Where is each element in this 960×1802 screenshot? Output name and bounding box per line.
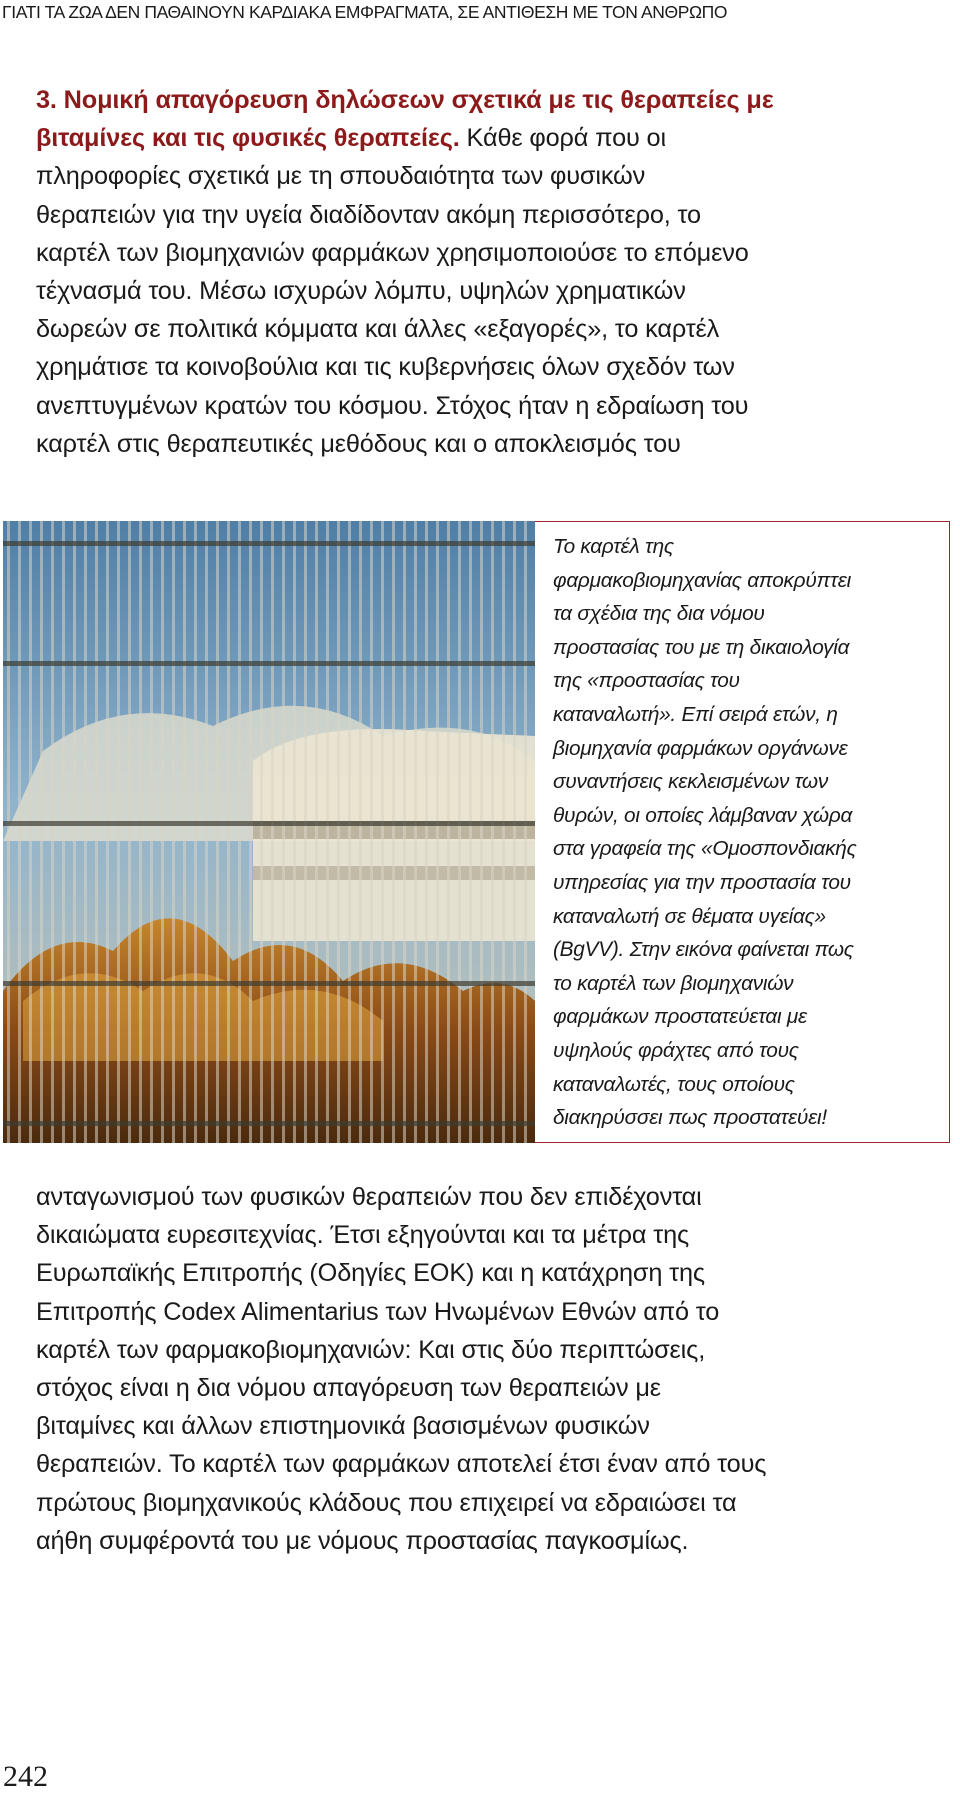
caption-line: τα σχέδια της δια νόμου xyxy=(553,602,765,626)
fence-bar xyxy=(18,521,21,1143)
caption-line: υπηρεσίας για την προστασία του xyxy=(553,870,851,894)
fence-bar xyxy=(29,521,32,1143)
section-heading-line-1: 3. Νομική απαγόρευση δηλώσεων σχετικά με τις θεραπείες με xyxy=(36,86,774,114)
caption-line: το καρτέλ των βιομηχανιών xyxy=(553,971,794,995)
caption-line: Το καρτέλ της xyxy=(553,535,674,558)
caption-line: (BgVV). Στην εικόνα φαίνεται πως xyxy=(553,938,854,962)
fence-bar xyxy=(403,521,406,1143)
running-header: ΓΙΑΤΙ ΤΑ ΖΩΑ ΔΕΝ ΠΑΘΑΙΝΟΥΝ ΚΑΡΔΙΑΚΑ ΕΜΦΡΑΓΜΑΤΑ, ΣΕ ΑΝΤΙΘΕΣΗ ΜΕ ΤΟΝ ΑΝΘΡΩΠΟ xyxy=(2,2,728,22)
fence-rail xyxy=(3,1121,535,1126)
paragraph-line: θεραπειών. Το καρτέλ των φαρμάκων αποτελεί έτσι έναν από τους xyxy=(36,1450,767,1479)
fence-bar xyxy=(84,521,87,1143)
paragraph-line: ανταγωνισμού των φυσικών θεραπειών που δεν επιδέχονται xyxy=(36,1183,702,1211)
fence-bar xyxy=(73,521,76,1143)
paragraph-line: Ευρωπαϊκής Επιτροπής (Οδηγίες ΕΟΚ) και η κατάχρηση της xyxy=(36,1259,705,1288)
fence-bar xyxy=(249,521,252,1143)
caption-line: καταναλωτή». Επί σειρά ετών, η xyxy=(553,702,838,726)
fence-bar xyxy=(359,521,362,1143)
fence-bar xyxy=(216,521,219,1143)
paragraph-line: καρτέλ στις θεραπευτικές μεθόδους και ο αποκλεισμός του xyxy=(36,429,681,458)
fence-bar xyxy=(51,521,54,1143)
paragraph-line: χρημάτισε τα κοινοβούλια και τις κυβερνήσεις όλων σχεδόν των xyxy=(36,353,735,382)
fence-bar xyxy=(491,521,494,1143)
caption-line: καταναλωτές, τους οποίους xyxy=(553,1072,795,1096)
fence-bar xyxy=(436,521,439,1143)
caption-line: καταναλωτή σε θέματα υγείας» xyxy=(553,904,826,928)
fence-bar xyxy=(227,521,230,1143)
paragraph-line: ανεπτυγμένων κρατών του κόσμου. Στόχος ήταν η εδραίωση του xyxy=(36,391,749,420)
fence-bar xyxy=(7,521,10,1143)
fence-bar xyxy=(480,521,483,1143)
paragraph-line: καρτέλ των βιομηχανιών φαρμάκων χρησιμοποιούσε το επόμενο xyxy=(36,238,749,267)
fence-bar xyxy=(106,521,109,1143)
fence-bar xyxy=(293,521,296,1143)
caption-line: συναντήσεις κεκλεισμένων των xyxy=(553,770,829,794)
caption-line: στα γραφεία της «Ομοσπονδιακής xyxy=(553,837,857,861)
fence-bar xyxy=(282,521,285,1143)
fence-bar xyxy=(304,521,307,1143)
paragraph-line: στόχος είναι η δια νόμου απαγόρευση των θεραπειών με xyxy=(36,1374,661,1403)
fence-bar xyxy=(117,521,120,1143)
fence-bar xyxy=(348,521,351,1143)
fence-bar xyxy=(161,521,164,1143)
paragraph-line: καρτέλ των φαρμακοβιομηχανιών: Και στις δύο περιπτώσεις, xyxy=(36,1335,706,1364)
section-heading-line-2 xyxy=(36,119,956,157)
caption-line: βιομηχανία φαρμάκων οργάνωνε xyxy=(553,736,848,760)
paragraph-line: πρώτους βιομηχανικούς κλάδους που επιχειρεί να εδραιώσει τα xyxy=(36,1488,737,1517)
fence-bar xyxy=(337,521,340,1143)
fence-bar xyxy=(150,521,153,1143)
caption-line: διακηρύσσει πως προστατεύει! xyxy=(553,1106,827,1130)
paragraph-line: Επιτροπής Codex Alimentarius των Ηνωμένων Εθνών από το xyxy=(36,1297,720,1326)
paragraph-line: αήθη συμφέροντά του με νόμους προστασίας παγκοσμίως. xyxy=(36,1526,689,1555)
fence-bar xyxy=(95,521,98,1143)
paragraph-line: θεραπειών για την υγεία διαδίδονταν ακόμη περισσότερο, το xyxy=(36,200,701,229)
figure-caption xyxy=(553,530,948,1135)
fence-photo xyxy=(3,521,535,1143)
caption-line: της «προστασίας του xyxy=(553,669,740,693)
fence-bar xyxy=(414,521,417,1143)
fence-bar xyxy=(139,521,142,1143)
fence-bar xyxy=(260,521,263,1143)
fence-rail xyxy=(3,821,535,826)
fence-bar xyxy=(458,521,461,1143)
page-number: 242 xyxy=(3,1760,48,1793)
fence-bar xyxy=(381,521,384,1143)
fence-bar xyxy=(271,521,274,1143)
fence-rail xyxy=(3,661,535,666)
fence-bar xyxy=(238,521,241,1143)
paragraph-line: βιταμίνες και άλλων επιστημονικά βασισμένων φυσικών xyxy=(36,1412,650,1441)
fence-bar xyxy=(172,521,175,1143)
caption-line: υψηλούς φράχτες από τους xyxy=(553,1038,799,1062)
fence-bar xyxy=(469,521,472,1143)
fence-bar xyxy=(447,521,450,1143)
fence-bar xyxy=(183,521,186,1143)
fence-rail xyxy=(3,541,535,546)
caption-line: προστασίας του με τη δικαιολογία xyxy=(553,635,850,659)
caption-line: φαρμακοβιομηχανίας αποκρύπτει xyxy=(553,568,851,592)
paragraph-line: δωρεών σε πολιτικά κόμματα και άλλες «εξαγορές», το καρτέλ xyxy=(36,315,720,344)
fence-bar xyxy=(524,521,527,1143)
fence-bar xyxy=(40,521,43,1143)
paragraph-line: δικαιώματα ευρεσιτεχνίας. Έτσι εξηγούνται και τα μέτρα της xyxy=(36,1221,690,1250)
section-heading-end: βιταμίνες και τις φυσικές θεραπείες. xyxy=(36,124,460,153)
fence-bar xyxy=(205,521,208,1143)
fence-bar xyxy=(128,521,131,1143)
caption-line: φαρμάκων προστατεύεται με xyxy=(553,1005,807,1029)
fence-bar xyxy=(502,521,505,1143)
bottom-paragraph xyxy=(36,1178,956,1560)
fence-rail xyxy=(3,981,535,986)
paragraph-line: πληροφορίες σχετικά με τη σπουδαιότητα των φυσικών xyxy=(36,162,646,191)
fence-bar xyxy=(370,521,373,1143)
fence-bar xyxy=(315,521,318,1143)
fence-bar xyxy=(392,521,395,1143)
paragraph-line: τέχνασμά του. Μέσω ισχυρών λόμπυ, υψηλών χρηματικών xyxy=(36,277,686,306)
fence-bar xyxy=(194,521,197,1143)
paragraph-line-start: Κάθε φορά που οι xyxy=(459,124,666,153)
top-paragraph xyxy=(36,81,956,463)
fence-bar xyxy=(425,521,428,1143)
fence-bar xyxy=(62,521,65,1143)
caption-line: θυρών, οι οποίες λάμβαναν χώρα xyxy=(553,803,853,827)
fence-bar xyxy=(513,521,516,1143)
fence-bar xyxy=(326,521,329,1143)
